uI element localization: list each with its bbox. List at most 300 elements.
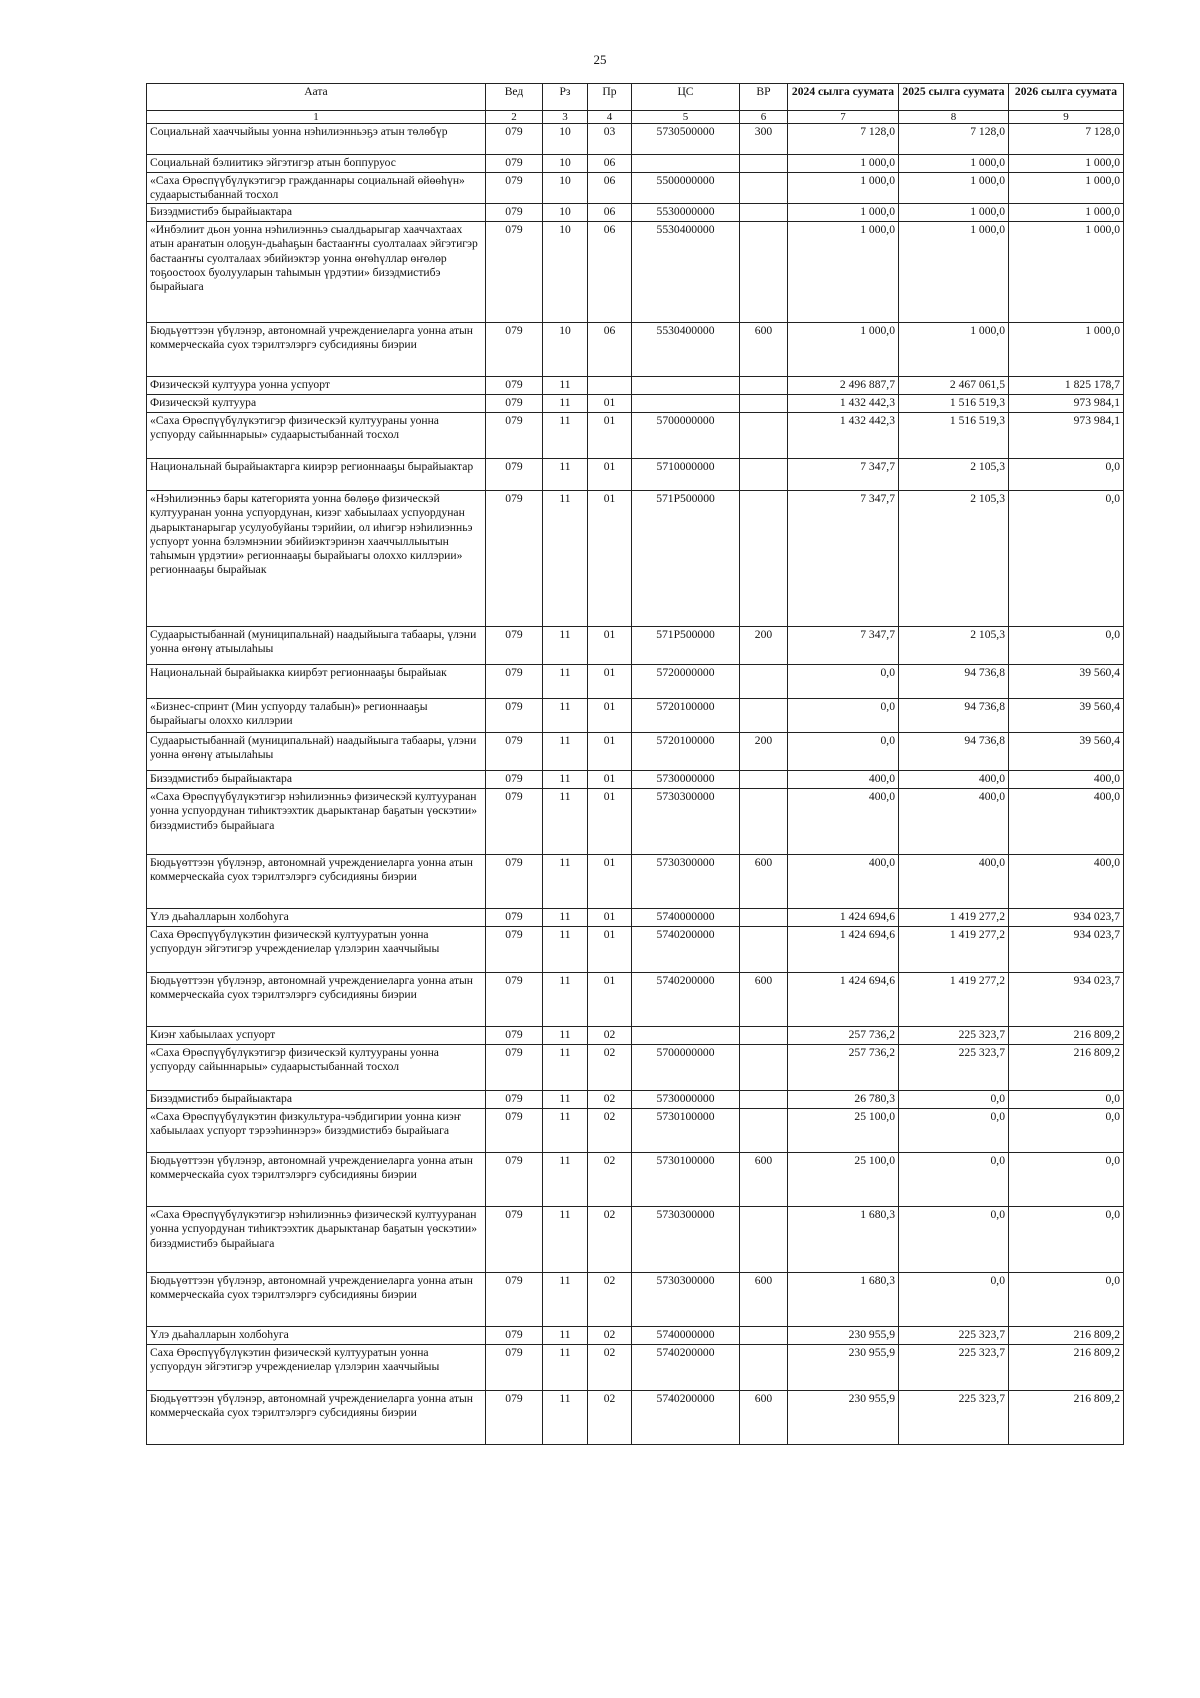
- row-ved: 079: [486, 1207, 543, 1273]
- row-rz: 10: [543, 155, 588, 173]
- row-ved: 079: [486, 733, 543, 771]
- row-pr: 06: [588, 222, 632, 323]
- table-row: [147, 855, 1124, 909]
- row-2025-amount: 400,0: [899, 771, 1009, 789]
- table-row: [147, 771, 1124, 789]
- row-rz: 11: [543, 789, 588, 855]
- row-name: Саха Өрөспүүбүлүкэтин физическэй култууратын уонна успуордун эйгэтигэр учреждениелар үлэлэрин хааччыйыы: [147, 1345, 486, 1391]
- row-ved: 079: [486, 1273, 543, 1327]
- row-cs: 5740000000: [632, 1327, 740, 1345]
- row-name: «Саха Өрөспүүбүлүкэтигэр нэһилиэнньэ физическэй култууранан уонна успуордунан тиһиктээхтик дьарыктанар баҕатын үөскэтии» бизэдмистибэ бырайыага: [147, 789, 486, 855]
- row-2025-amount: 1 516 519,3: [899, 413, 1009, 459]
- row-2026-amount: 1 000,0: [1009, 204, 1124, 222]
- row-pr: 02: [588, 1207, 632, 1273]
- column-index: 8: [899, 111, 1009, 124]
- row-2025-amount: 400,0: [899, 789, 1009, 855]
- row-cs: 5730300000: [632, 1207, 740, 1273]
- row-pr: 06: [588, 323, 632, 377]
- row-ved: 079: [486, 665, 543, 699]
- row-cs: [632, 377, 740, 395]
- row-2026-amount: 1 000,0: [1009, 222, 1124, 323]
- row-name: Судаарыстыбаннай (муниципальнай) наадыйыыга табаары, үлэни уонна өҥөнү атыылаһыы: [147, 627, 486, 665]
- row-2026-amount: 400,0: [1009, 789, 1124, 855]
- row-vr: [740, 173, 788, 204]
- row-2024-amount: 230 955,9: [788, 1327, 899, 1345]
- table-row: [147, 459, 1124, 491]
- row-ved: 079: [486, 771, 543, 789]
- row-cs: 5730300000: [632, 855, 740, 909]
- row-2024-amount: 1 680,3: [788, 1207, 899, 1273]
- row-cs: [632, 1027, 740, 1045]
- row-2024-amount: 1 000,0: [788, 323, 899, 377]
- row-ved: 079: [486, 1027, 543, 1045]
- row-cs: 5740200000: [632, 1391, 740, 1445]
- table-row: [147, 789, 1124, 855]
- row-pr: 01: [588, 733, 632, 771]
- table-row: [147, 1345, 1124, 1391]
- row-2024-amount: 0,0: [788, 665, 899, 699]
- row-name: Үлэ дьаһалларын холбоһуга: [147, 1327, 486, 1345]
- row-2025-amount: 0,0: [899, 1273, 1009, 1327]
- row-vr: [740, 413, 788, 459]
- row-name: Бизэдмистибэ бырайыактара: [147, 771, 486, 789]
- row-2025-amount: 225 323,7: [899, 1045, 1009, 1091]
- row-vr: 600: [740, 1391, 788, 1445]
- row-2024-amount: 1 432 442,3: [788, 395, 899, 413]
- row-pr: 03: [588, 124, 632, 155]
- row-2026-amount: 0,0: [1009, 1091, 1124, 1109]
- row-2024-amount: 1 000,0: [788, 204, 899, 222]
- budget-table: [146, 83, 1124, 1445]
- row-ved: 079: [486, 699, 543, 733]
- row-2025-amount: 1 419 277,2: [899, 973, 1009, 1027]
- row-pr: 01: [588, 491, 632, 627]
- row-rz: 10: [543, 124, 588, 155]
- row-ved: 079: [486, 627, 543, 665]
- row-rz: 11: [543, 1207, 588, 1273]
- row-pr: 02: [588, 1109, 632, 1153]
- row-cs: 571P500000: [632, 627, 740, 665]
- row-2025-amount: 2 105,3: [899, 491, 1009, 627]
- row-ved: 079: [486, 1045, 543, 1091]
- row-vr: [740, 1207, 788, 1273]
- table-body: [147, 124, 1124, 1445]
- table-row: [147, 1109, 1124, 1153]
- row-pr: 02: [588, 1391, 632, 1445]
- column-index: 6: [740, 111, 788, 124]
- row-2025-amount: 225 323,7: [899, 1391, 1009, 1445]
- row-2024-amount: 1 000,0: [788, 173, 899, 204]
- row-ved: 079: [486, 204, 543, 222]
- row-rz: 11: [543, 909, 588, 927]
- row-rz: 11: [543, 771, 588, 789]
- row-ved: 079: [486, 395, 543, 413]
- row-2024-amount: 25 100,0: [788, 1153, 899, 1207]
- row-ved: 079: [486, 491, 543, 627]
- row-rz: 11: [543, 1027, 588, 1045]
- row-2024-amount: 7 347,7: [788, 491, 899, 627]
- row-cs: 5730000000: [632, 1091, 740, 1109]
- row-2025-amount: 1 000,0: [899, 173, 1009, 204]
- header-row: [147, 84, 1124, 111]
- row-cs: 5720100000: [632, 699, 740, 733]
- row-name: «Саха Өрөспүүбүлүкэтигэр нэһилиэнньэ физическэй култууранан уонна успуордунан тиһиктээхтик дьарыктанар баҕатын үөскэтии» бизэдмистибэ бырайыага: [147, 1207, 486, 1273]
- row-2026-amount: 0,0: [1009, 627, 1124, 665]
- row-vr: [740, 155, 788, 173]
- row-cs: 5730000000: [632, 771, 740, 789]
- row-2026-amount: 7 128,0: [1009, 124, 1124, 155]
- row-2025-amount: 0,0: [899, 1109, 1009, 1153]
- row-rz: 11: [543, 1045, 588, 1091]
- table-row: [147, 1327, 1124, 1345]
- row-2026-amount: 39 560,4: [1009, 733, 1124, 771]
- row-vr: [740, 665, 788, 699]
- row-name: «Саха Өрөспүүбүлүкэтигэр физическэй култуураны уонна успуорду сайыннарыы» судаарыстыбаннай тосхол: [147, 413, 486, 459]
- row-name: Бюдьүөттээн үбүлэнэр, автономнай учреждениеларга уонна атын коммерческайа суох тэрилтэлэргэ субсидияны биэрии: [147, 323, 486, 377]
- row-rz: 11: [543, 699, 588, 733]
- row-rz: 11: [543, 1109, 588, 1153]
- row-ved: 079: [486, 789, 543, 855]
- table-row: [147, 1391, 1124, 1445]
- page-number: 25: [593, 52, 607, 67]
- row-name: Бизэдмистибэ бырайыактара: [147, 204, 486, 222]
- row-vr: [740, 491, 788, 627]
- row-2026-amount: 216 809,2: [1009, 1045, 1124, 1091]
- row-cs: 5530000000: [632, 204, 740, 222]
- row-pr: 01: [588, 855, 632, 909]
- row-pr: 06: [588, 155, 632, 173]
- row-vr: 600: [740, 973, 788, 1027]
- row-2025-amount: 1 000,0: [899, 222, 1009, 323]
- row-2026-amount: 400,0: [1009, 771, 1124, 789]
- row-vr: 200: [740, 733, 788, 771]
- row-name: Бюдьүөттээн үбүлэнэр, автономнай учреждениеларга уонна атын коммерческайа суох тэрилтэлэргэ субсидияны биэрии: [147, 973, 486, 1027]
- row-ved: 079: [486, 927, 543, 973]
- row-2026-amount: 0,0: [1009, 491, 1124, 627]
- row-ved: 079: [486, 124, 543, 155]
- row-2025-amount: 1 516 519,3: [899, 395, 1009, 413]
- row-2025-amount: 0,0: [899, 1091, 1009, 1109]
- row-2025-amount: 0,0: [899, 1153, 1009, 1207]
- row-pr: 02: [588, 1045, 632, 1091]
- row-cs: 5740200000: [632, 1345, 740, 1391]
- row-name: Судаарыстыбаннай (муниципальнай) наадыйыыга табаары, үлэни уонна өҥөнү атыылаһыы: [147, 733, 486, 771]
- row-2026-amount: 934 023,7: [1009, 927, 1124, 973]
- column-index: 1: [147, 111, 486, 124]
- row-2025-amount: 0,0: [899, 1207, 1009, 1273]
- row-cs: 5530400000: [632, 222, 740, 323]
- row-ved: 079: [486, 1327, 543, 1345]
- row-vr: [740, 395, 788, 413]
- row-2024-amount: 1 000,0: [788, 155, 899, 173]
- row-rz: 11: [543, 665, 588, 699]
- row-pr: 02: [588, 1273, 632, 1327]
- row-ved: 079: [486, 1109, 543, 1153]
- row-2024-amount: 257 736,2: [788, 1027, 899, 1045]
- row-2024-amount: 7 347,7: [788, 627, 899, 665]
- row-2024-amount: 25 100,0: [788, 1109, 899, 1153]
- column-index: 3: [543, 111, 588, 124]
- row-ved: 079: [486, 222, 543, 323]
- row-vr: 600: [740, 1153, 788, 1207]
- row-2024-amount: 26 780,3: [788, 1091, 899, 1109]
- column-index: 2: [486, 111, 543, 124]
- row-vr: [740, 1045, 788, 1091]
- table-row: [147, 927, 1124, 973]
- row-name: Бизэдмистибэ бырайыактара: [147, 1091, 486, 1109]
- row-name: Киэҥ хабыылаах успуорт: [147, 1027, 486, 1045]
- row-2026-amount: 216 809,2: [1009, 1027, 1124, 1045]
- row-2025-amount: 2 105,3: [899, 459, 1009, 491]
- row-2025-amount: 1 000,0: [899, 155, 1009, 173]
- row-2024-amount: 1 424 694,6: [788, 927, 899, 973]
- row-pr: 01: [588, 927, 632, 973]
- row-cs: 5740000000: [632, 909, 740, 927]
- row-2026-amount: 1 000,0: [1009, 323, 1124, 377]
- table-row: [147, 377, 1124, 395]
- table-row: [147, 323, 1124, 377]
- column-index: 5: [632, 111, 740, 124]
- row-pr: 01: [588, 699, 632, 733]
- row-pr: 01: [588, 413, 632, 459]
- row-rz: 11: [543, 1327, 588, 1345]
- row-2025-amount: 94 736,8: [899, 699, 1009, 733]
- row-2026-amount: 0,0: [1009, 1273, 1124, 1327]
- row-rz: 11: [543, 855, 588, 909]
- row-2026-amount: 973 984,1: [1009, 413, 1124, 459]
- row-rz: 11: [543, 973, 588, 1027]
- header-pr: Пр: [588, 84, 632, 111]
- table-row: [147, 155, 1124, 173]
- row-2024-amount: 400,0: [788, 771, 899, 789]
- table-row: [147, 733, 1124, 771]
- row-rz: 11: [543, 1153, 588, 1207]
- row-2026-amount: 1 000,0: [1009, 155, 1124, 173]
- row-rz: 11: [543, 413, 588, 459]
- row-2025-amount: 2 105,3: [899, 627, 1009, 665]
- row-cs: 571P500000: [632, 491, 740, 627]
- row-2026-amount: 0,0: [1009, 1109, 1124, 1153]
- row-2024-amount: 230 955,9: [788, 1345, 899, 1391]
- row-vr: [740, 789, 788, 855]
- row-vr: [740, 771, 788, 789]
- row-2026-amount: 0,0: [1009, 1207, 1124, 1273]
- row-2025-amount: 225 323,7: [899, 1327, 1009, 1345]
- row-2026-amount: 1 825 178,7: [1009, 377, 1124, 395]
- row-2024-amount: 1 432 442,3: [788, 413, 899, 459]
- table-row: [147, 973, 1124, 1027]
- row-2025-amount: 1 419 277,2: [899, 927, 1009, 973]
- row-pr: 01: [588, 459, 632, 491]
- table-row: [147, 124, 1124, 155]
- row-pr: 06: [588, 173, 632, 204]
- table-row: [147, 1207, 1124, 1273]
- row-vr: 600: [740, 1273, 788, 1327]
- row-2025-amount: 400,0: [899, 855, 1009, 909]
- header-2025: 2025 сылга суумата: [899, 84, 1009, 111]
- row-cs: 5740200000: [632, 927, 740, 973]
- row-pr: 02: [588, 1327, 632, 1345]
- row-cs: 5700000000: [632, 1045, 740, 1091]
- row-rz: 11: [543, 459, 588, 491]
- row-rz: 11: [543, 491, 588, 627]
- row-cs: 5720000000: [632, 665, 740, 699]
- table-row: [147, 627, 1124, 665]
- row-pr: 01: [588, 973, 632, 1027]
- row-2026-amount: 934 023,7: [1009, 973, 1124, 1027]
- row-ved: 079: [486, 155, 543, 173]
- row-name: «Бизнес-спринт (Мин успуорду талабын)» регионнааҕы бырайыагы олоххо киллэрии: [147, 699, 486, 733]
- table-row: [147, 1273, 1124, 1327]
- row-cs: [632, 155, 740, 173]
- row-2025-amount: 7 128,0: [899, 124, 1009, 155]
- table-row: [147, 491, 1124, 627]
- row-2025-amount: 225 323,7: [899, 1345, 1009, 1391]
- row-vr: [740, 909, 788, 927]
- row-cs: [632, 395, 740, 413]
- row-pr: 01: [588, 665, 632, 699]
- row-2026-amount: 39 560,4: [1009, 665, 1124, 699]
- row-vr: [740, 204, 788, 222]
- row-pr: 06: [588, 204, 632, 222]
- row-2026-amount: 973 984,1: [1009, 395, 1124, 413]
- row-2026-amount: 39 560,4: [1009, 699, 1124, 733]
- row-vr: [740, 222, 788, 323]
- row-pr: 01: [588, 909, 632, 927]
- row-2024-amount: 400,0: [788, 855, 899, 909]
- row-cs: 5700000000: [632, 413, 740, 459]
- row-cs: 5720100000: [632, 733, 740, 771]
- row-vr: [740, 1027, 788, 1045]
- row-2026-amount: 0,0: [1009, 1153, 1124, 1207]
- table-row: [147, 222, 1124, 323]
- row-rz: 11: [543, 1391, 588, 1445]
- row-pr: 02: [588, 1027, 632, 1045]
- header-ved: Вед: [486, 84, 543, 111]
- row-pr: 01: [588, 627, 632, 665]
- row-ved: 079: [486, 1391, 543, 1445]
- row-name: Бюдьүөттээн үбүлэнэр, автономнай учреждениеларга уонна атын коммерческайа суох тэрилтэлэргэ субсидияны биэрии: [147, 1391, 486, 1445]
- row-pr: 02: [588, 1153, 632, 1207]
- row-2026-amount: 400,0: [1009, 855, 1124, 909]
- row-cs: 5500000000: [632, 173, 740, 204]
- row-cs: 5730300000: [632, 789, 740, 855]
- row-2025-amount: 1 419 277,2: [899, 909, 1009, 927]
- row-2024-amount: 0,0: [788, 733, 899, 771]
- row-rz: 11: [543, 733, 588, 771]
- row-ved: 079: [486, 1091, 543, 1109]
- row-name: «Нэһилиэнньэ бары категориятa уонна бөлөҕө физическэй култууранан уонна успуордунан, кизэг хабыылаах успуордунан дьарыктанарыгар усулуобуйаны тэрийии, ол иһигэр нэһилиэнньэ успуорт уонна бэлэмнэнии эбийиэктэринэн хааччыллыытын таһымын үрдэтии» регионнааҕы бырайыагы олоххо киллэрии» регионнааҕы бырайыак: [147, 491, 486, 627]
- header-2026: 2026 сылга суумата: [1009, 84, 1124, 111]
- row-rz: 11: [543, 377, 588, 395]
- row-2024-amount: 1 680,3: [788, 1273, 899, 1327]
- header-vr: ВР: [740, 84, 788, 111]
- row-2025-amount: 94 736,8: [899, 665, 1009, 699]
- row-2024-amount: 1 000,0: [788, 222, 899, 323]
- row-2025-amount: 94 736,8: [899, 733, 1009, 771]
- table-row: [147, 395, 1124, 413]
- row-vr: [740, 1091, 788, 1109]
- row-2024-amount: 7 347,7: [788, 459, 899, 491]
- row-name: Физическэй култуура уонна успуорт: [147, 377, 486, 395]
- table-row: [147, 173, 1124, 204]
- row-2024-amount: 0,0: [788, 699, 899, 733]
- row-2026-amount: 216 809,2: [1009, 1327, 1124, 1345]
- row-ved: 079: [486, 1153, 543, 1207]
- row-name: «Саха Өрөспүүбүлүкэтигэр гражданнары социальнай өйөөһүн» судаарыстыбаннай тосхол: [147, 173, 486, 204]
- table-row: [147, 1045, 1124, 1091]
- row-2024-amount: 1 424 694,6: [788, 909, 899, 927]
- row-2025-amount: 2 467 061,5: [899, 377, 1009, 395]
- row-2025-amount: 1 000,0: [899, 323, 1009, 377]
- row-cs: 5740200000: [632, 973, 740, 1027]
- row-name: Үлэ дьаһалларын холбоһуга: [147, 909, 486, 927]
- row-vr: [740, 1345, 788, 1391]
- row-ved: 079: [486, 909, 543, 927]
- row-vr: 600: [740, 855, 788, 909]
- row-name: Бюдьүөттээн үбүлэнэр, автономнай учреждениеларга уонна атын коммерческайа суох тэрилтэлэргэ субсидияны биэрии: [147, 1273, 486, 1327]
- row-cs: 5530400000: [632, 323, 740, 377]
- column-index: 7: [788, 111, 899, 124]
- row-rz: 11: [543, 1091, 588, 1109]
- row-2025-amount: 1 000,0: [899, 204, 1009, 222]
- row-ved: 079: [486, 459, 543, 491]
- header-cs: ЦС: [632, 84, 740, 111]
- row-name: Бюдьүөттээн үбүлэнэр, автономнай учреждениеларга уонна атын коммерческайа суох тэрилтэлэргэ субсидияны биэрии: [147, 855, 486, 909]
- row-rz: 11: [543, 927, 588, 973]
- row-cs: 5730500000: [632, 124, 740, 155]
- table-row: [147, 413, 1124, 459]
- row-2024-amount: 230 955,9: [788, 1391, 899, 1445]
- row-ved: 079: [486, 855, 543, 909]
- row-name: Бюдьүөттээн үбүлэнэр, автономнай учреждениеларга уонна атын коммерческайа суох тэрилтэлэргэ субсидияны биэрии: [147, 1153, 486, 1207]
- row-2024-amount: 2 496 887,7: [788, 377, 899, 395]
- row-ved: 079: [486, 377, 543, 395]
- table-row: [147, 1027, 1124, 1045]
- row-2026-amount: 1 000,0: [1009, 173, 1124, 204]
- row-name: Национальнай бырайыакка киирбэт регионнааҕы бырайыак: [147, 665, 486, 699]
- row-ved: 079: [486, 973, 543, 1027]
- row-2024-amount: 257 736,2: [788, 1045, 899, 1091]
- table-row: [147, 665, 1124, 699]
- row-rz: 10: [543, 323, 588, 377]
- row-rz: 10: [543, 222, 588, 323]
- row-name: Национальнай бырайыактарга киирэр регионнааҕы бырайыактар: [147, 459, 486, 491]
- row-name: «Саха Өрөспүүбүлүкэтигэр физическэй култуураны уонна успуорду сайыннарыы» судаарыстыбаннай тосхол: [147, 1045, 486, 1091]
- row-pr: 01: [588, 789, 632, 855]
- table-row: [147, 909, 1124, 927]
- row-rz: 11: [543, 395, 588, 413]
- row-vr: [740, 1327, 788, 1345]
- row-rz: 11: [543, 1273, 588, 1327]
- row-cs: 5710000000: [632, 459, 740, 491]
- row-vr: [740, 459, 788, 491]
- row-2026-amount: 0,0: [1009, 459, 1124, 491]
- row-name: Физическэй култуура: [147, 395, 486, 413]
- row-vr: 300: [740, 124, 788, 155]
- row-cs: 5730300000: [632, 1273, 740, 1327]
- row-vr: [740, 927, 788, 973]
- row-pr: 01: [588, 771, 632, 789]
- row-vr: 600: [740, 323, 788, 377]
- column-index-row: [147, 111, 1124, 124]
- column-index: 4: [588, 111, 632, 124]
- column-index: 9: [1009, 111, 1124, 124]
- row-2026-amount: 934 023,7: [1009, 909, 1124, 927]
- row-vr: [740, 377, 788, 395]
- row-2026-amount: 216 809,2: [1009, 1345, 1124, 1391]
- row-ved: 079: [486, 323, 543, 377]
